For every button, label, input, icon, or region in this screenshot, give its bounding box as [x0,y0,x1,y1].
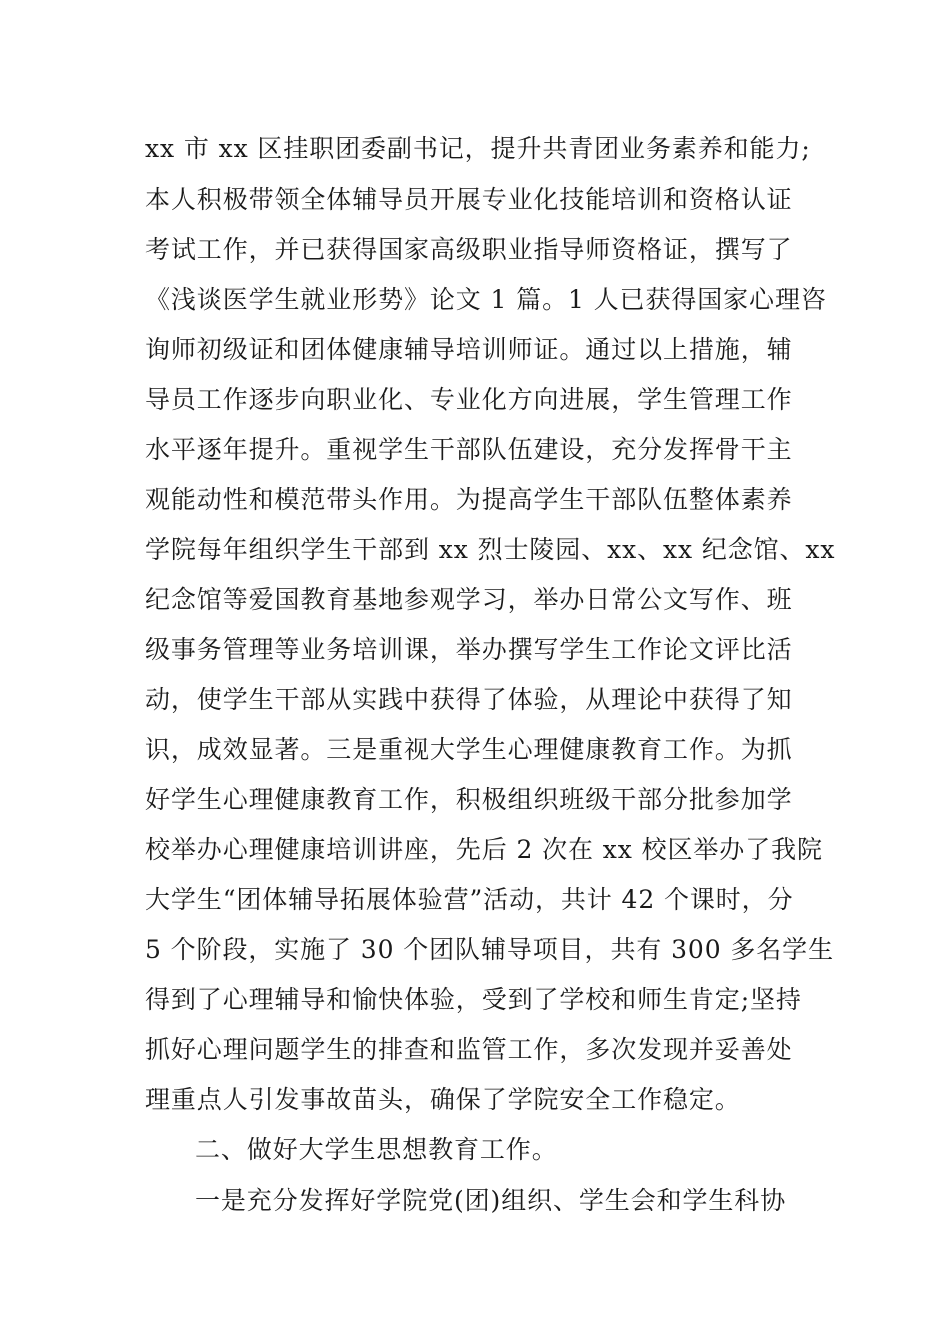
body-line: 导员工作逐步向职业化、专业化方向进展，学生管理工作 [145,385,793,414]
body-line: 校举办心理健康培训讲座，先后 2 次在 xx 校区举办了我院 [145,835,823,864]
body-line: 5 个阶段，实施了 30 个团队辅导项目，共有 300 多名学生 [145,935,834,964]
body-line: 观能动性和模范带头作用。为提高学生干部队伍整体素养 [145,485,793,514]
body-line: 一是充分发挥好学院党(团)组织、学生会和学生科协 [195,1186,787,1215]
body-line: 水平逐年提升。重视学生干部队伍建设，充分发挥骨干主 [145,435,793,464]
body-line: 动，使学生干部从实践中获得了体验，从理论中获得了知 [145,685,793,714]
body-line: 大学生“团体辅导拓展体验营”活动，共计 42 个课时，分 [145,885,794,914]
body-line: 纪念馆等爱国教育基地参观学习，举办日常公文写作、班 [145,585,793,614]
body-line: 抓好心理问题学生的排查和监管工作，多次发现并妥善处 [145,1035,793,1064]
body-line: 识，成效显著。三是重视大学生心理健康教育工作。为抓 [145,735,793,764]
body-line: 考试工作，并已获得国家高级职业指导师资格证，撰写了 [145,235,793,264]
body-line: 询师初级证和团体健康辅导培训师证。通过以上措施，辅 [145,335,793,364]
body-line: 学院每年组织学生干部到 xx 烈士陵园、xx、xx 纪念馆、xx [145,535,836,564]
section-heading: 二、做好大学生思想教育工作。 [195,1135,558,1164]
body-line: 级事务管理等业务培训课，举办撰写学生工作论文评比活 [145,635,793,664]
body-line: 理重点人引发事故苗头，确保了学院安全工作稳定。 [145,1085,741,1114]
body-line: xx 市 xx 区挂职团委副书记，提升共青团业务素养和能力; [145,134,811,163]
body-line: 本人积极带领全体辅导员开展专业化技能培训和资格认证 [145,185,793,214]
body-line: 好学生心理健康教育工作，积极组织班级干部分批参加学 [145,785,793,814]
body-line: 得到了心理辅导和愉快体验，受到了学校和师生肯定;坚持 [145,985,802,1014]
body-line: 《浅谈医学生就业形势》论文 1 篇。1 人已获得国家心理咨 [145,285,827,314]
